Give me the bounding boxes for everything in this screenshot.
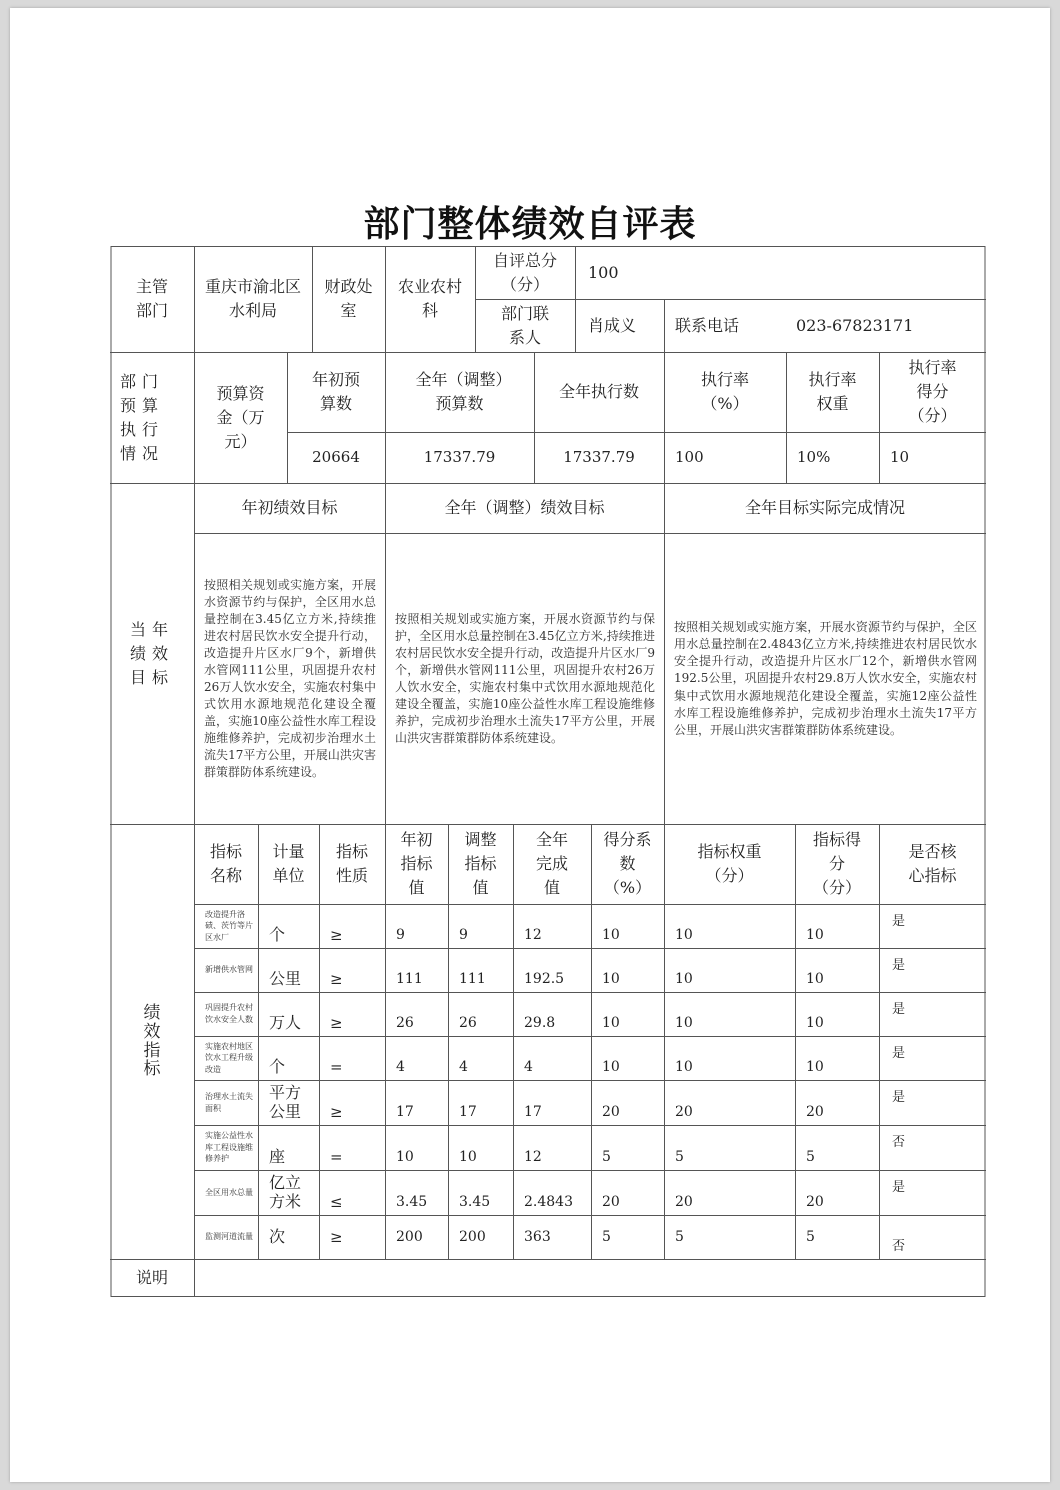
- ind-unit: 次: [269, 1227, 286, 1247]
- ind-score: 10: [806, 1059, 824, 1076]
- ind-weight: 10: [675, 927, 693, 944]
- ind-score: 10: [806, 1015, 824, 1032]
- ind-weight: 20: [675, 1104, 693, 1121]
- budget-header-executed: 全年执行数: [558, 382, 639, 401]
- ind-nature: ≥: [330, 1014, 343, 1032]
- budget-header-weight: 执行率权重: [808, 370, 857, 413]
- ind-name: 治理水土流失面积: [205, 1091, 253, 1113]
- ind-initial: 26: [396, 1015, 414, 1032]
- ind-score: 10: [806, 971, 824, 988]
- evaluation-table: [110, 246, 986, 1298]
- ind-name: 新增供水管网: [205, 965, 253, 975]
- goals-header-adjusted: 全年（调整）绩效目标: [444, 498, 605, 517]
- ind-header-initial: 年初指标值: [400, 830, 433, 897]
- budget-value-initial: 20664: [312, 448, 360, 467]
- note-value: [195, 1259, 993, 1297]
- contact-value: 肖成义: [588, 315, 637, 335]
- ind-core: 是: [892, 1002, 906, 1017]
- indicators-section-label: 绩效指标: [143, 1003, 161, 1080]
- ind-header-weight: 指标权重（分）: [697, 842, 762, 885]
- score-label: 自评总分（分）: [492, 250, 557, 294]
- ind-core: 是: [892, 1046, 906, 1061]
- ind-actual: 12: [524, 927, 542, 944]
- ind-actual: 4: [524, 1059, 533, 1076]
- score-value: 100: [588, 262, 619, 282]
- budget-header-rate: 执行率（%）: [700, 370, 749, 413]
- ind-core: 是: [892, 1180, 906, 1195]
- ind-weight: 10: [675, 971, 693, 988]
- ind-core: 是: [892, 1090, 906, 1105]
- budget-header-adjusted: 全年（调整）预算数: [415, 370, 504, 413]
- ind-name: 全区用水总量: [205, 1187, 253, 1197]
- ind-initial: 17: [396, 1104, 414, 1121]
- ind-actual: 363: [524, 1228, 551, 1245]
- ind-coef: 10: [602, 1059, 620, 1076]
- budget-header-initial: 年初预算数: [311, 370, 360, 413]
- ind-unit: 平方公里: [269, 1082, 302, 1121]
- ind-name: 实施公益性水库工程设施维修养护: [205, 1131, 253, 1164]
- ind-unit: 个: [269, 924, 286, 944]
- ind-coef: 10: [602, 971, 620, 988]
- ind-header-adjusted: 调整指标值: [464, 830, 497, 897]
- ind-coef: 10: [602, 927, 620, 944]
- ind-core: 是: [892, 914, 906, 929]
- budget-section-label: 部门预算执行情况: [120, 371, 165, 463]
- ind-core: 是: [892, 958, 906, 973]
- ind-name: 监测河道流量: [205, 1232, 253, 1242]
- goals-header-initial: 年初绩效目标: [241, 498, 338, 517]
- budget-value-adjusted: 17337.79: [423, 448, 496, 467]
- ind-coef: 5: [602, 1228, 611, 1245]
- ind-score: 5: [806, 1149, 815, 1166]
- ind-unit: 公里: [269, 968, 302, 988]
- goals-header-actual: 全年目标实际完成情况: [744, 498, 905, 517]
- ind-adjusted: 200: [459, 1228, 486, 1245]
- ind-name: 实施农村地区饮水工程升级改造: [205, 1041, 253, 1074]
- ind-adjusted: 4: [459, 1059, 468, 1076]
- ind-header-unit: 计量单位: [272, 842, 305, 885]
- ind-score: 10: [806, 927, 824, 944]
- ind-initial: 3.45: [396, 1194, 428, 1211]
- ind-initial: 200: [396, 1228, 423, 1245]
- ind-initial: 111: [396, 971, 423, 988]
- budget-value-score: 10: [890, 448, 910, 467]
- ind-unit: 座: [269, 1146, 286, 1166]
- ind-initial: 10: [396, 1149, 414, 1166]
- ind-coef: 20: [602, 1194, 620, 1211]
- ind-coef: 20: [602, 1104, 620, 1121]
- dept-value: 重庆市渝北区水利局: [204, 277, 301, 320]
- goals-section-label: 当年绩效目标: [129, 619, 174, 687]
- ind-actual: 192.5: [524, 971, 565, 988]
- ind-nature: ≤: [330, 1193, 343, 1211]
- ind-adjusted: 9: [459, 927, 468, 944]
- dept-label: 主管部门: [135, 277, 168, 320]
- goals-actual-text: 按照相关规划或实施方案，开展水资源节约与保护，全区用水总量控制在2.4843亿立方米,持续推进农村居民饮水安全提升行动，改造提升片区水厂12个，新增供水管网192.5公里，巩固提升农村29.8万人饮水安全，实施农村集中式饮用水源地规范化建设全覆盖，实施12座公益性水库工程设施维修养护，完成初步治理水土流失17平方公里，开展山洪灾害群策群防体系统建设。: [674, 620, 977, 737]
- ind-unit: 个: [269, 1056, 286, 1076]
- fund-label: 预算资金（万元）: [216, 383, 265, 451]
- ind-weight: 10: [675, 1059, 693, 1076]
- ind-adjusted: 3.45: [459, 1194, 491, 1211]
- ind-actual: 12: [524, 1149, 542, 1166]
- note-label: 说明: [135, 1268, 168, 1287]
- ind-weight: 10: [675, 1015, 693, 1032]
- ind-weight: 20: [675, 1194, 693, 1211]
- ind-unit: 亿立方米: [269, 1172, 302, 1211]
- budget-header-score: 执行率得分（分）: [908, 358, 957, 425]
- ind-nature: ≥: [330, 1228, 343, 1246]
- office-value: 财政处室: [324, 277, 373, 320]
- ind-coef: 5: [602, 1149, 611, 1166]
- ind-header-name: 指标名称: [210, 842, 243, 885]
- ind-name: 巩固提升农村饮水安全人数: [205, 1003, 253, 1024]
- ind-header-score: 指标得分（分）: [813, 830, 862, 897]
- ind-nature: ≥: [330, 926, 343, 944]
- budget-value-executed: 17337.79: [563, 448, 635, 467]
- budget-value-rate: 100: [675, 448, 704, 467]
- section-value: 农业农村科: [397, 277, 462, 320]
- ind-weight: 5: [675, 1149, 684, 1166]
- ind-adjusted: 26: [459, 1015, 477, 1032]
- ind-score: 20: [806, 1104, 824, 1121]
- ind-core: 否: [892, 1135, 906, 1150]
- ind-header-actual: 全年完成值: [535, 830, 568, 897]
- ind-actual: 2.4843: [524, 1194, 573, 1211]
- ind-header-core: 是否核心指标: [908, 842, 957, 885]
- ind-score: 5: [806, 1228, 815, 1245]
- page-title: 部门整体绩效自评表: [363, 203, 697, 245]
- ind-adjusted: 111: [459, 971, 486, 988]
- ind-initial: 9: [396, 927, 405, 944]
- ind-header-coef: 得分系数（%）: [603, 830, 652, 897]
- ind-name: 改造提升洛碛、茨竹等片区水厂: [205, 909, 253, 942]
- ind-unit: 万人: [269, 1012, 302, 1032]
- ind-weight: 5: [675, 1228, 684, 1245]
- ind-initial: 4: [396, 1059, 405, 1076]
- ind-nature: ≥: [330, 1103, 343, 1121]
- ind-nature: ≥: [330, 970, 343, 988]
- ind-nature: =: [330, 1058, 343, 1076]
- ind-score: 20: [806, 1194, 824, 1211]
- goals-adjusted-text: 按照相关规划或实施方案，开展水资源节约与保护，全区用水总量控制在3.45亿立方米,持续推进农村居民饮水安全提升行动，改造提升片区水厂9个，新增供水管网111公里，巩固提升农村26万人饮水安全，实施农村集中式饮用水源地规范化建设全覆盖，实施10座公益性水库工程设施维修养护，完成初步治理水土流失17平方公里，开展山洪灾害群策群防体系统建设。: [395, 611, 655, 746]
- ind-core: 否: [892, 1239, 906, 1255]
- budget-value-weight: 10%: [797, 448, 831, 467]
- ind-actual: 17: [524, 1104, 542, 1121]
- goals-initial-text: 按照相关规划或实施方案，开展水资源节约与保护，全区用水总量控制在3.45亿立方米,持续推进农村居民饮水安全提升行动，改造提升片区水厂9个，新增供水管网111公里，巩固提升农村26万人饮水安全，实施农村集中式饮用水源地规范化建设全覆盖，实施10座公益性水库工程设施维修养护，完成初步治理水土流失17平方公里，开展山洪灾害群策群防体系统建设。: [204, 577, 376, 780]
- contact-label: 部门联系人: [501, 303, 550, 347]
- ind-nature: =: [330, 1148, 343, 1166]
- ind-actual: 29.8: [524, 1015, 556, 1032]
- ind-header-nature: 指标性质: [335, 842, 368, 885]
- phone-value: 023-67823171: [796, 315, 914, 335]
- ind-adjusted: 10: [459, 1149, 477, 1166]
- ind-adjusted: 17: [459, 1104, 477, 1121]
- phone-label: 联系电话: [675, 315, 740, 335]
- ind-coef: 10: [602, 1015, 620, 1032]
